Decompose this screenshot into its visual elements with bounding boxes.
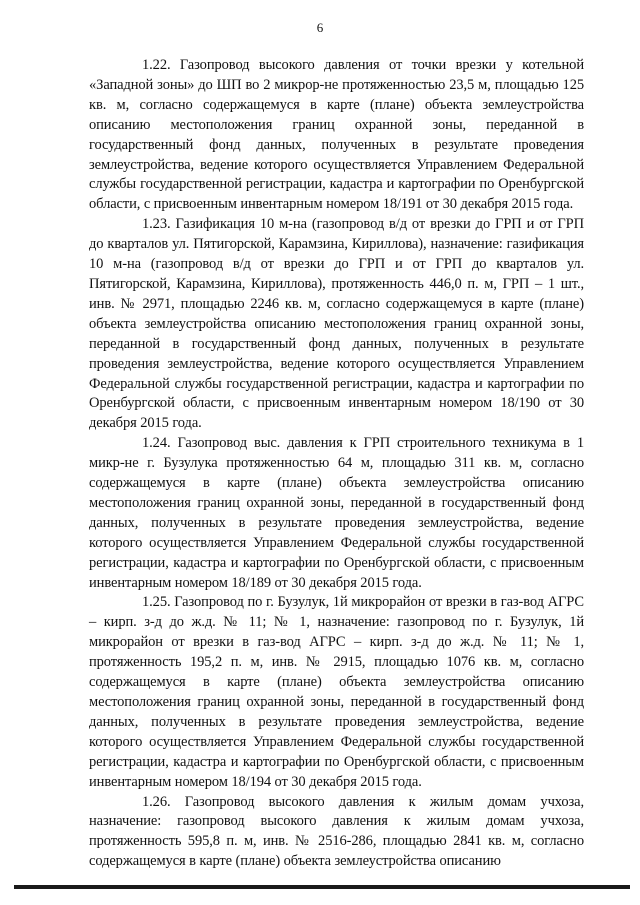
page-number: 6: [316, 20, 324, 35]
document-body: [89, 56, 584, 872]
paragraph-1-23: 1.23. Газификация 10 м-на (газопровод в/д от врезки до ГРП и от ГРП до кварталов ул. Пятигорской, Карамзина, Кириллова), назначение: газификация 10 м-на (газопровод в/д от врезки до ГРП и от ГРП до кварталов ул. Пятигорской, Карамзина, Кириллова), протяженность 446,0 п. м, ГРП – 1 шт., инв. № 2971, площадью 2246 кв. м, согласно содержащемуся в карте (плане) объекта землеустройства описанию местоположения границ охранной зоны, переданной в государственный фонд данных, полученных в результате проведения землеустройства, ведение которого осуществляется Управлением Федеральной службы государственной регистрации, кадастра и картографии по Оренбургской области, с присвоенным инвентарным номером 18/190 от 30 декабря 2015 года.: [89, 216, 584, 432]
paragraph-1-26: 1.26. Газопровод высокого давления к жилым домам учхоза, назначение: газопровод высокого давления к жилым домам учхоза, протяженность 595,8 п. м, инв. № 2516-286, площадью 2841 кв. м, согласно содержащемуся в карте (плане) объекта землеустройства описанию: [89, 793, 584, 870]
page-bottom-border: [14, 885, 630, 889]
paragraph-1-24: 1.24. Газопровод выс. давления к ГРП строительного техникума в 1 микр-не г. Бузулука протяженностью 64 м, площадью 311 кв. м, согласно содержащемуся в карте (плане) объекта землеустройства описанию местоположения границ охранной зоны, переданной в государственный фонд данных, полученных в результате проведения землеустройства, ведение которого осуществляется Управлением Федеральной службы государственной регистрации, кадастра и картографии по Оренбургской области, с присвоенным инвентарным номером 18/189 от 30 декабря 2015 года.: [89, 435, 584, 591]
paragraph-1-22: 1.22. Газопровод высокого давления от точки врезки у котельной «Западной зоны» до ШП во 2 микрор-не протяженностью 23,5 м, площадью 125 кв. м, согласно содержащемуся в карте (плане) объекта землеустройства описанию местоположения границ охранной зоны, переданной в государственный фонд данных, полученных в результате проведения землеустройства, ведение которого осуществляется Управлением Федеральной службы государственной регистрации, кадастра и картографии по Оренбургской области, с присвоенным инвентарным номером 18/191 от 30 декабря 2015 года.: [89, 57, 584, 213]
paragraph-1-25: 1.25. Газопровод по г. Бузулук, 1й микрорайон от врезки в газ-вод АГРС – кирп. з-д до ж.д. № 11; № 1, назначение: газопровод по г. Бузулук, 1й микрорайон от врезки в газ-вод АГРС – кирп. з-д до ж.д. № 11; № 1, протяженность 195,2 п. м, инв. № 2915, площадью 1076 кв. м, согласно содержащемуся в карте (плане) объекта землеустройства описанию местоположения границ охранной зоны, переданной в государственный фонд данных, полученных в результате проведения землеустройства, ведение которого осуществляется Управлением Федеральной службы государственной регистрации, кадастра и картографии по Оренбургской области, с присвоенным инвентарным номером 18/194 от 30 декабря 2015 года.: [89, 594, 584, 790]
